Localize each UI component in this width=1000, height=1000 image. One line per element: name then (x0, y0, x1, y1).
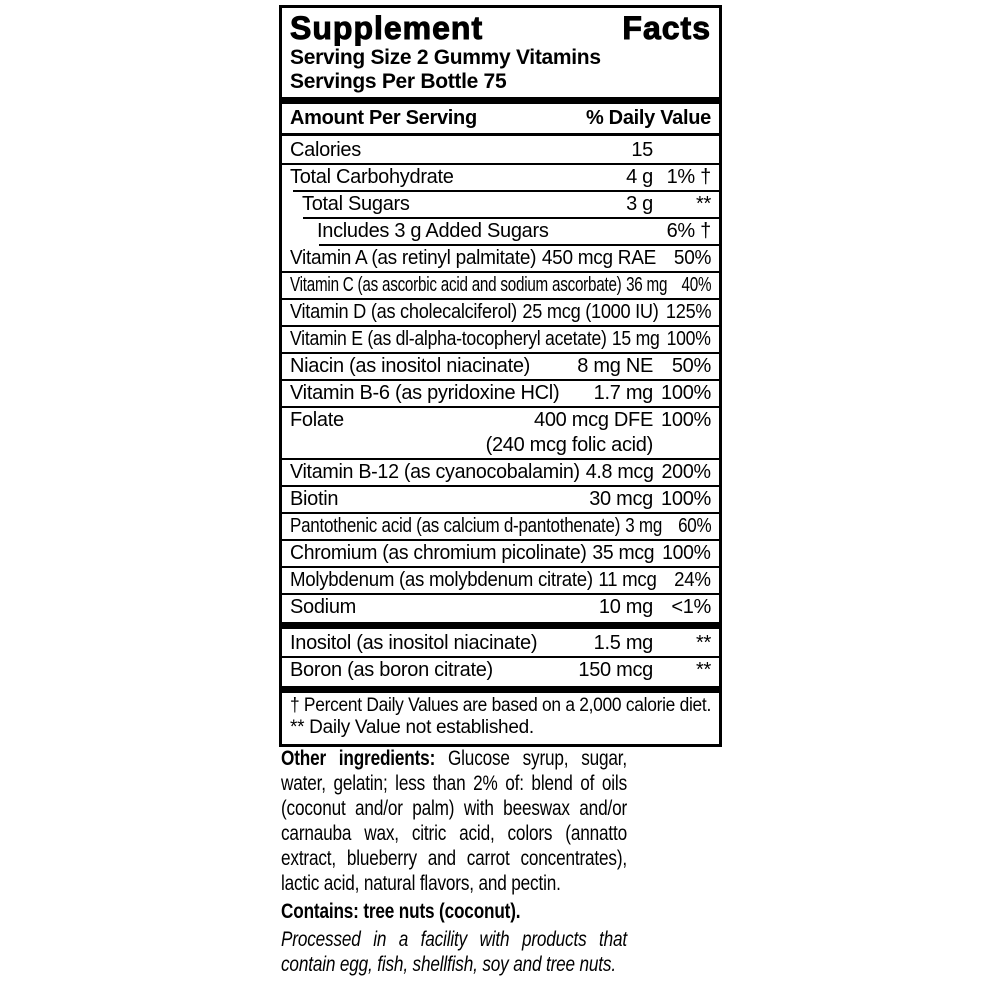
nutrient-row-line (290, 514, 712, 539)
nutrient-row-line (290, 354, 711, 379)
nutrient-name: Vitamin E (as dl-alpha-tocopheryl acetate) (290, 328, 607, 350)
nutrient-row-line (290, 460, 711, 485)
nutrient-amount: 15 (631, 139, 653, 161)
nutrient-amount: 25 mcg (1000 IU) (522, 301, 659, 323)
medium-divider-header (282, 133, 719, 136)
nutrient-name: Vitamin A (as retinyl palmitate) (290, 247, 537, 269)
footnote-daily-values: † Percent Daily Values are based on a 2,000 calorie diet. (290, 695, 712, 716)
nutrient-name: Biotin (290, 488, 339, 510)
nutrient-daily-value: 6% † (666, 220, 711, 242)
nutrient-name: Sodium (290, 596, 357, 618)
nutrient-row-line (290, 327, 711, 352)
nutrient-row (290, 325, 711, 352)
nutrient-amount: 4.8 mcg (585, 461, 654, 483)
nutrient-daily-value: 100% (661, 488, 711, 510)
nutrient-amount: (240 mcg folic acid) (485, 434, 653, 456)
supplement-facts-title: Supplement Facts (290, 10, 711, 46)
nutrient-daily-value: 100% (661, 409, 711, 431)
nutrient-row-line (290, 631, 711, 656)
nutrient-amount: 1.7 mg (593, 382, 653, 404)
other-ingredients-section (281, 746, 627, 977)
nutrient-amount: 450 mcg RAE (541, 247, 657, 269)
nutrient-row (290, 433, 711, 458)
nutrient-row (290, 512, 711, 539)
nutrient-daily-value: 100% (662, 542, 711, 564)
nutrient-row-line (290, 165, 711, 190)
thick-divider-footnotes (282, 686, 719, 693)
nutrient-name: Vitamin B-6 (as pyridoxine HCl) (290, 382, 560, 404)
nutrient-daily-value: 1% † (666, 166, 711, 188)
other-ingredients-label: Other ingredients: (281, 747, 436, 770)
nutrient-row-line (290, 300, 712, 325)
condensed-text-wrapper (281, 746, 627, 977)
nutrient-row-line (290, 192, 711, 217)
other-ingredients-paragraph (281, 746, 627, 896)
column-header-row (290, 106, 711, 131)
servings-per-bottle-line: Servings Per Bottle 75 (290, 70, 507, 93)
nutrient-row (290, 539, 711, 566)
nutrient-amount: 10 mg (598, 596, 653, 618)
nutrient-row (290, 271, 711, 298)
nutrient-row (290, 622, 711, 656)
nutrient-daily-value: 100% (666, 328, 711, 350)
nutrient-daily-value: 24% (674, 569, 711, 591)
nutrient-row (290, 298, 711, 325)
nutrient-daily-value: ** (696, 632, 711, 654)
nutrient-daily-value: ** (696, 193, 711, 215)
nutrient-daily-value: 50% (673, 247, 712, 269)
nutrient-name: Total Sugars (302, 193, 410, 215)
nutrient-name: Boron (as boron citrate) (290, 659, 493, 681)
nutrient-name: Calories (290, 139, 361, 161)
nutrient-row (290, 190, 711, 217)
nutrient-name: Includes 3 g Added Sugars (317, 220, 549, 242)
nutrient-name: Inositol (as inositol niacinate) (290, 632, 538, 654)
footnotes (290, 695, 711, 739)
thick-divider-top (282, 97, 719, 104)
nutrient-daily-value: 40% (681, 274, 712, 296)
nutrient-amount: 3 mg (625, 515, 663, 537)
nutrient-amount: 15 mg (611, 328, 660, 350)
footnote-not-established: ** Daily Value not established. (290, 717, 534, 738)
nutrient-row (290, 217, 711, 244)
allergen-notice: Processed in a facility with products that contain egg, fish, shellfish, soy and tree nuts. (281, 928, 628, 976)
nutrient-daily-value: 125% (665, 301, 712, 323)
nutrient-daily-value: <1% (671, 596, 711, 618)
nutrient-amount: 30 mcg (589, 488, 653, 510)
nutrient-row (290, 406, 711, 433)
nutrient-row (290, 244, 711, 271)
nutrient-name: Niacin (as inositol niacinate) (290, 355, 531, 377)
nutrient-daily-value: 60% (678, 515, 712, 537)
contains-statement: Contains: tree nuts (coconut). (281, 900, 521, 923)
nutrient-row-line (290, 219, 711, 244)
nutrient-daily-value: 50% (671, 355, 711, 377)
nutrient-amount: 3 g (626, 193, 653, 215)
nutrient-amount: 11 mcg (598, 569, 657, 591)
nutrient-amount: 36 mg (626, 274, 668, 296)
nutrient-row-line (290, 408, 711, 433)
nutrient-row (290, 379, 711, 406)
nutrient-amount: 4 g (626, 166, 653, 188)
nutrient-daily-value: 100% (661, 382, 711, 404)
nutrient-name: Vitamin D (as cholecalciferol) (290, 301, 517, 323)
supplement-facts-panel (279, 5, 722, 747)
nutrient-row-line (290, 433, 711, 458)
nutrient-name: Folate (290, 409, 344, 431)
nutrient-daily-value: ** (696, 659, 711, 681)
nutrient-row-line (290, 595, 711, 620)
nutrient-name: Vitamin C (as ascorbic acid and sodium ascorbate) (290, 274, 622, 296)
nutrient-name: Pantothenic acid (as calcium d-pantothenate) (290, 515, 621, 537)
nutrient-row-line (290, 487, 711, 512)
nutrient-name: Vitamin B-12 (as cyanocobalamin) (290, 461, 580, 483)
nutrient-row (290, 566, 711, 593)
nutrient-row-line (290, 273, 712, 298)
nutrient-row (290, 593, 711, 620)
nutrient-row (290, 352, 711, 379)
other-ingredients-text: Glucose syrup, sugar, water, gelatin; less than 2% of: blend of oils (coconut and/or palm) with beeswax and/or carnauba wax, citric acid, colors (annatto extract, blueberry and carrot concentrates), lactic acid, natural flavors, and pectin. (281, 747, 628, 895)
nutrient-amount: 400 mcg DFE (534, 409, 653, 431)
nutrient-rows (290, 138, 711, 683)
nutrient-name: Chromium (as chromium picolinate) (290, 542, 587, 564)
nutrient-amount: 150 mcg (578, 659, 653, 681)
nutrient-name: Total Carbohydrate (290, 166, 454, 188)
nutrient-amount: 35 mcg (592, 542, 655, 564)
nutrient-row (290, 163, 711, 190)
nutrient-row-line (290, 568, 711, 593)
column-header-amount: Amount Per Serving (290, 107, 477, 129)
nutrient-name: Molybdenum (as molybdenum citrate) (290, 569, 593, 591)
nutrient-row (290, 458, 711, 485)
nutrient-row-line (290, 658, 711, 683)
nutrient-row-line (290, 381, 711, 406)
column-header-daily-value: % Daily Value (585, 107, 711, 129)
nutrient-row (290, 656, 711, 683)
nutrient-daily-value: 200% (661, 461, 711, 483)
nutrient-row (290, 485, 711, 512)
nutrient-amount: 8 mg NE (577, 355, 653, 377)
nutrient-row-line (290, 246, 712, 271)
row-separator (282, 622, 719, 629)
nutrient-amount: 1.5 mg (593, 632, 653, 654)
nutrient-row-line (290, 138, 711, 163)
serving-size-line: Serving Size 2 Gummy Vitamins (290, 46, 601, 69)
nutrient-row (290, 138, 711, 163)
nutrient-row-line (290, 541, 711, 566)
